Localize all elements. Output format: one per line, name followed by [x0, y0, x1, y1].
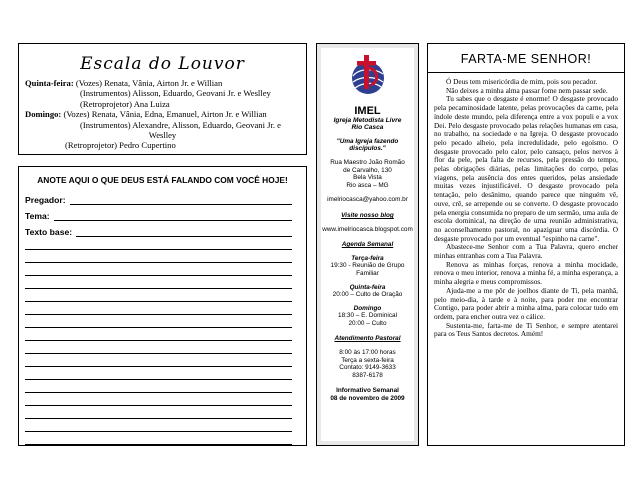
note-line[interactable]	[25, 367, 292, 380]
note-line[interactable]	[25, 328, 292, 341]
note-line[interactable]	[25, 302, 292, 315]
texto-base-field[interactable]	[25, 227, 300, 237]
church-address	[321, 159, 414, 189]
article-paragraph: Sustenta-me, farta-me de Ti Senhor, e sempre atentarei para os Teus Santos decretos. Amém!	[434, 320, 618, 339]
church-name-1: Igreja Metodista Livre	[333, 116, 402, 124]
church-info	[321, 48, 414, 441]
note-line[interactable]	[25, 419, 292, 432]
church-acronym: IMEL	[354, 104, 381, 117]
article-paragraph: Não deixes a minha alma passar fome nem passar sede.	[446, 85, 608, 95]
note-line[interactable]	[25, 380, 292, 393]
tuesday-title: Terça-feira	[351, 254, 384, 262]
pastoral-text-2: Terça a sexta-feira	[341, 356, 394, 364]
blog-label: Visite nosso blog	[341, 211, 394, 219]
article-paragraph: Tu sabes que o desgaste é enorme! O desgaste provocado pela pecaminosidade latente, pelas provocações da carne, pela índole deste mundo, pela diferença entre a vox populi e a vox Dei. Pelo desgaste provocado pelas relações humanas em casa, no trabalho, na sociedade e na Igreja. O desgaste provocado pelo pecado alheio, pela incredulidade, pelo egoísmo. O desgaste provocado pelo calor, pelo cansaço, pelos nervos à flor da pele, pela falta de recursos, pela pressão do tempo, pelas obrigações diárias, pelas limitações do corpo, pelas viagens, pela ausência dos entes queridos, pelas ansiedade muitas vezes injustificável. O desgaste provocado pela tentação, pelo desânimo, quando parece que ninguém vê, ouve, crê, se arrepende ou se converte. O desgaste provocado pela energia consumida no preparo de um sermão, uma aula de escola dominical, na direção de uma reunião administrativa, no aconselhamento pastoral, no apaziguar uma discórdia. O desgaste provocado por um eventual "espinho na carne".	[434, 94, 618, 243]
address-line-4: Rio asca – MG	[346, 181, 389, 189]
tuesday-text-2: Familiar	[356, 269, 379, 277]
pastoral-text-4: 8387-6178	[352, 371, 383, 379]
note-line[interactable]	[25, 276, 292, 289]
note-line[interactable]	[25, 250, 292, 263]
address-line-2: de Carvalho, 130	[343, 166, 392, 174]
article-body	[434, 78, 618, 339]
tuesday-text-1: 19:30 - Reunião de Grupo	[330, 262, 405, 270]
note-line[interactable]	[25, 393, 292, 406]
pastoral-title: Atendimento Pastoral	[334, 335, 401, 343]
blog-url[interactable]: www.imelriocasca.blogspot.com	[322, 225, 413, 233]
note-lines[interactable]	[25, 237, 300, 445]
pregador-line	[70, 195, 292, 205]
domingo-instrumentos-cont: Weslley	[148, 130, 177, 141]
texto-base-label: Texto base:	[25, 227, 73, 237]
church-email[interactable]: imelriocasca@yahoo.com.br	[327, 196, 408, 204]
sunday-text-2: 20:00 – Culto	[348, 319, 387, 327]
pregador-field[interactable]	[25, 195, 300, 205]
note-line[interactable]	[25, 315, 292, 328]
pastoral-text-3: Contato: 9149-3633	[339, 364, 396, 372]
domingo-label: Domingo:	[25, 109, 62, 120]
notes-title: ANOTE AQUI O QUE DEUS ESTÁ FALANDO COM VOCÊ HOJE!	[37, 175, 288, 185]
escala-panel	[18, 43, 307, 155]
note-line[interactable]	[25, 341, 292, 354]
tema-field[interactable]	[25, 211, 300, 221]
note-line[interactable]	[25, 406, 292, 419]
notes-panel	[18, 166, 307, 446]
church-logo-icon	[345, 52, 391, 98]
church-motto-1: "Uma Igreja fazendo	[336, 137, 399, 145]
church-name-2: Rio Casca	[351, 124, 384, 132]
article-paragraph: Ó Deus tem misericórdia de mim, pois sou pecador.	[446, 77, 598, 86]
texto-base-line	[76, 227, 292, 237]
quinta-instrumentos: (Instrumentos) Alisson, Eduardo, Geovani Jr. e Weslley	[80, 88, 271, 99]
address-line-3: Bela Vista	[353, 174, 382, 182]
sunday-title: Domingo	[353, 304, 382, 312]
tema-line	[54, 211, 292, 221]
address-line-1: Rua Maestro João Romão	[330, 158, 405, 166]
article-paragraph: Renova as minhas forças, renova a minha mocidade, renova o meu interior, renova a minha fé, a minha esperança, a minha alegria e meus compromissos.	[434, 259, 618, 287]
domingo-retroprojetor: (Retroprojetor) Pedro Cupertino	[65, 140, 176, 151]
church-motto-2: discípulos."	[349, 145, 386, 153]
sunday-text-1: 18:30 – E. Dominical	[338, 312, 397, 320]
thursday-title: Quinta-feira	[349, 283, 386, 291]
agenda-title: Agenda Semanal	[341, 241, 394, 249]
church-panel	[316, 43, 419, 446]
quinta-label: Quinta-feira:	[25, 78, 74, 88]
article-paragraph: Ajuda-me a me pôr de joelhos diante de Ti, pela manhã, pelo meio-dia, à tarde e à noite, para poder me encontrar Contigo, para poder abrir a minha alma, para colocar tudo em ordem, para encher outra vez o cálice.	[434, 285, 618, 321]
note-line[interactable]	[25, 237, 292, 250]
note-line[interactable]	[25, 432, 292, 445]
pastoral-text-1: 8:00 às 17:00 horas	[339, 349, 396, 357]
bulletin-title: Informativo Semanal	[336, 387, 399, 395]
note-line[interactable]	[25, 354, 292, 367]
thursday-text: 20:00 – Culto de Oração	[332, 291, 403, 299]
quinta-vozes: (Vozes) Renata, Vânia, Airton Jr. e Willian	[75, 78, 223, 88]
article-divider	[428, 72, 624, 73]
bulletin-date: 08 de novembro de 2009	[330, 395, 405, 403]
article-panel	[427, 43, 625, 446]
domingo-instrumentos: (Instrumentos) Alexandre, Alisson, Eduardo, Geovani Jr. e	[80, 119, 281, 130]
article-title: FARTA-ME SENHOR!	[460, 52, 592, 66]
note-line[interactable]	[25, 289, 292, 302]
domingo-vozes: (Vozes) Renata, Vânia, Edna, Emanuel, Airton Jr. e Willian	[63, 109, 267, 120]
article-paragraph: Abastece-me Senhor com a Tua Palavra, quero encher minhas entranhas com a Tua Palavra.	[434, 242, 618, 261]
escala-title: Escala do Louvor	[80, 54, 245, 74]
note-line[interactable]	[25, 263, 292, 276]
escala-schedule	[25, 78, 300, 151]
pregador-label: Pregador:	[25, 195, 66, 205]
tema-label: Tema:	[25, 211, 50, 221]
quinta-retroprojetor: (Retroprojetor) Ana Luiza	[80, 98, 170, 109]
